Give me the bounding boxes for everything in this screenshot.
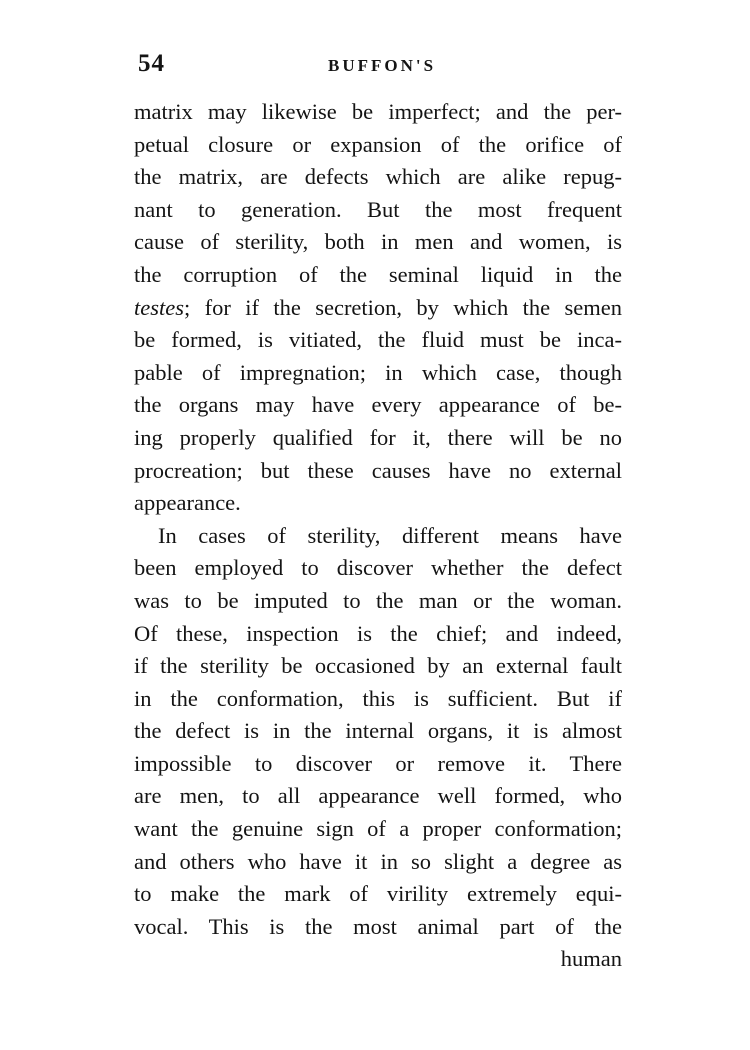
text-line: testes; for if the secretion, by which the semen — [134, 294, 622, 320]
text-line: to make the mark of virility extremely equi- — [134, 881, 622, 907]
text-line: Of these, inspection is the chief; and indeed, — [134, 620, 622, 646]
text-line: matrix may likewise be imperfect; and the per- — [134, 99, 622, 124]
running-head — [136, 50, 624, 86]
text-line: vocal. This is the most animal part of the — [134, 913, 622, 939]
running-title: BUFFON'S — [328, 56, 437, 75]
italic-word: testes — [134, 294, 184, 320]
text-line: petual closure or expansion of the orifice of — [134, 131, 622, 157]
text-line: pable of impregnation; in which case, though — [134, 359, 622, 385]
paragraph-end-line: appearance. — [134, 490, 241, 516]
text-line: nant to generation. But the most frequent — [134, 196, 622, 222]
catchword: human — [560, 946, 622, 972]
text-line: the matrix, are defects which are alike repug- — [134, 164, 622, 190]
text-line: in the conformation, this is sufficient. But if — [134, 685, 622, 711]
paragraph-start-line: In cases of sterility, different means have — [158, 522, 622, 548]
text-line: the corruption of the seminal liquid in the — [134, 261, 622, 287]
text-line: ing properly qualified for it, there will be no — [134, 424, 622, 450]
text-line: was to be imputed to the man or the woman. — [134, 587, 622, 613]
text-line: the organs may have every appearance of be- — [134, 392, 622, 418]
text-line: been employed to discover whether the defect — [134, 555, 622, 581]
text-line: procreation; but these causes have no external — [134, 457, 622, 483]
text-line: impossible to discover or remove it. There — [134, 750, 622, 776]
text-line: and others who have it in so slight a degree as — [134, 848, 622, 874]
text-line: cause of sterility, both in men and women, is — [134, 229, 622, 255]
text-line: if the sterility be occasioned by an external fault — [134, 653, 622, 679]
text-line: want the genuine sign of a proper conformation; — [134, 816, 622, 842]
body-text — [134, 96, 622, 976]
text-line: the defect is in the internal organs, it is almost — [134, 718, 622, 744]
text-line: be formed, is vitiated, the fluid must be inca- — [134, 327, 622, 353]
page-number: 54 — [138, 50, 165, 77]
text-line: are men, to all appearance well formed, who — [134, 783, 622, 809]
